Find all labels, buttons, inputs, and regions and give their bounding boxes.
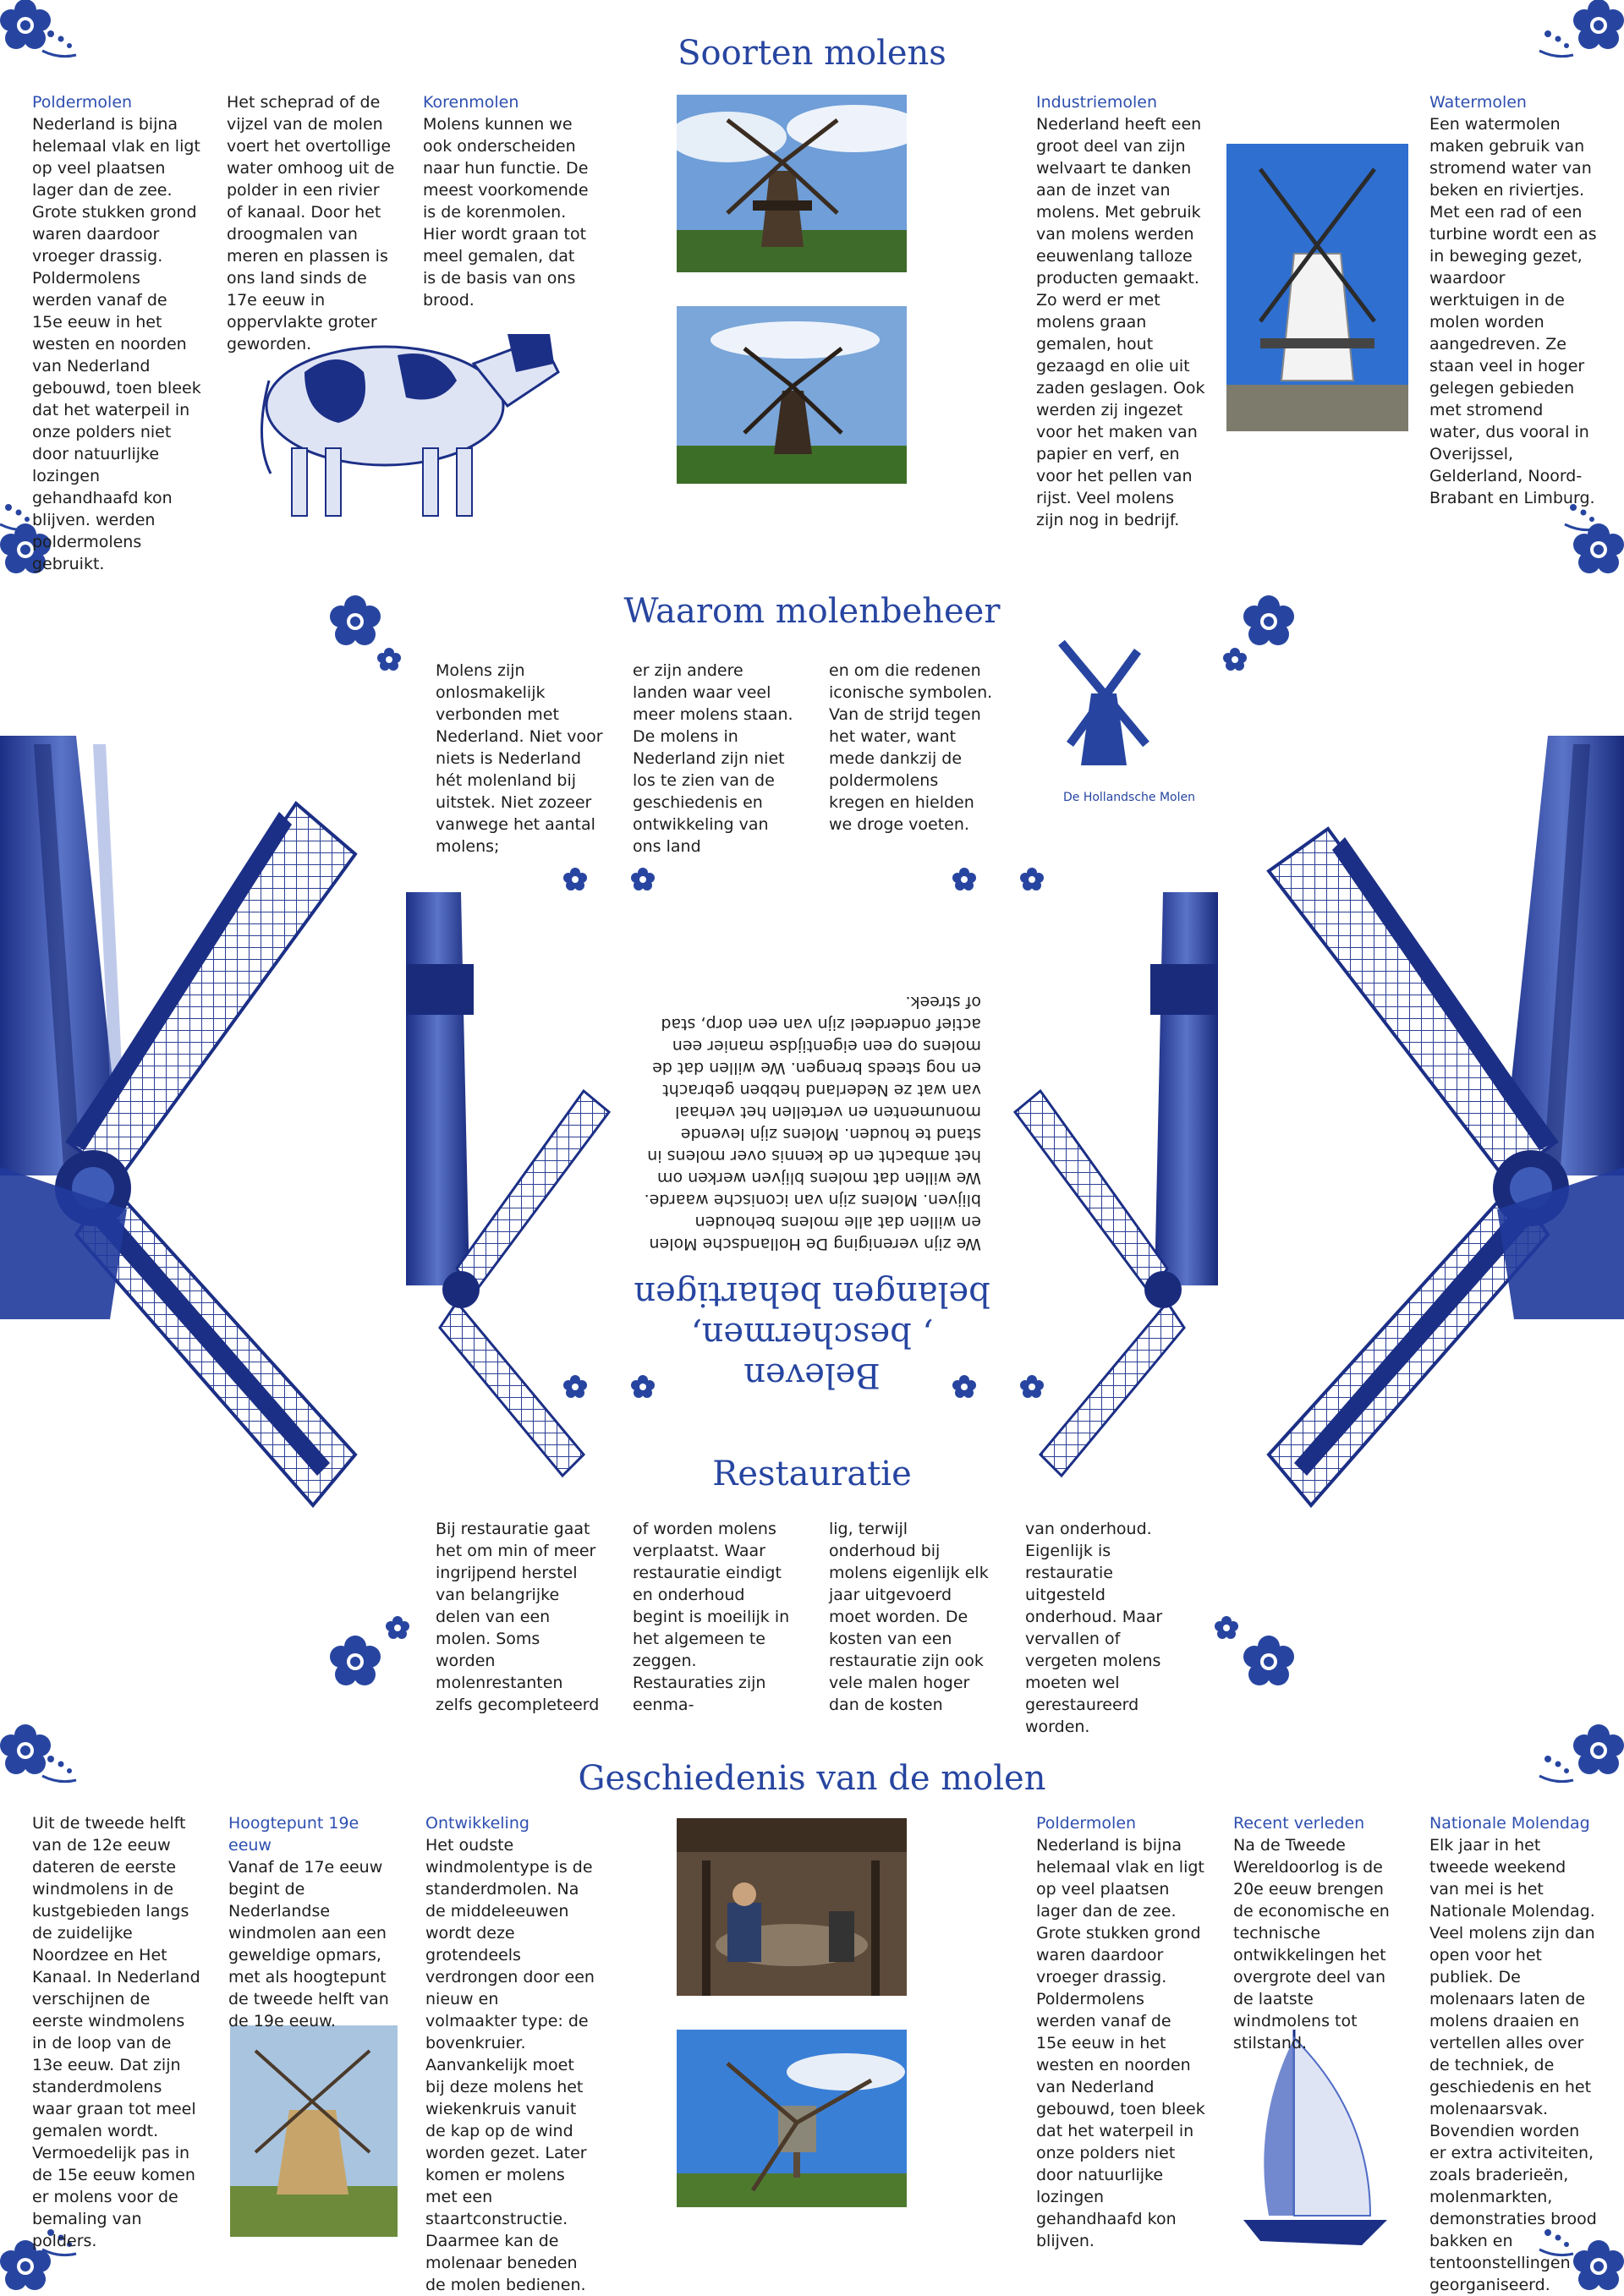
col-text: Molens zijn onlosmakelijk verbonden met Nederland. Niet voor niets is Nederland hét molenland bij uitstek. Niet zozeer vanwege het aantal molens; [436, 661, 603, 856]
beleven-title-line2: , beschermen, [690, 1315, 934, 1354]
col-heading: Poldermolen [1036, 1814, 1137, 1833]
geschiedenis-col-hoogtepunt [228, 1812, 398, 2032]
col-heading: Hoogtepunt 19e eeuw [228, 1814, 359, 1855]
col-text: Molens kunnen we ook onderscheiden naar hun functie. De meest voorkomende is de korenmolen. Hier wordt graan tot meel gemalen, dat is de basis van ons brood. [423, 115, 589, 310]
soorten-col-scheprad [227, 91, 396, 355]
photo-poldermolen-19e [230, 2025, 398, 2237]
col-text: van onderhoud. Eigenlijk is restauratie uitgesteld onderhoud. Maar vervallen of vergeten molens moeten wel gerestaureerd worden. [1025, 1520, 1163, 1736]
section-title-restauratie: Restauratie [712, 1455, 912, 1493]
sailboat-illustration [1243, 2030, 1387, 2245]
col-heading: Nationale Molendag [1429, 1814, 1590, 1833]
col-heading: Poldermolen [32, 93, 133, 112]
photo-watermolen [1226, 144, 1408, 431]
windmill-logo-icon [1062, 643, 1146, 765]
col-heading: Watermolen [1429, 93, 1527, 112]
waarom-col-3 [829, 660, 998, 836]
soorten-col-industriemolen [1036, 91, 1205, 531]
col-text: Uit de tweede helft van de 12e eeuw dateren de eerste windmolens in de kustgebieden langs de zuidelijke Noordzee en Het Kanaal. In Nederland verschijnen de eerste windmolens in de loop van de 13e eeuw. Dat zijn standerdmolens waar graan tot meel gemalen wordt. Vermoedelijk pas in de 15e eeuw komen er molens voor de bemaling van polders. [32, 1814, 200, 2250]
geschiedenis-col-recent [1233, 1812, 1402, 2054]
soorten-col-poldermolen [32, 91, 201, 575]
geschiedenis-col-1 [32, 1812, 201, 2252]
beleven-title-line1: Beleven [743, 1356, 881, 1395]
section-title-waarom: Waarom molenbeheer [623, 592, 1001, 631]
col-text: Na de Tweede Wereldoorlog is de 20e eeuw brengen de economische en technische ontwikkelingen het overgrote deel van de laatste windmolens tot stilstand. [1233, 1836, 1390, 2052]
col-text: Nederland heeft een groot deel van zijn welvaart te danken aan de inzet van molens. Met gebruik van molens werden eeuwenlang talloze producten gemaakt. Zo werd er met molens graan gemalen, hout gezaagd en olie uit zaden geslagen. Ook werden zij ingezet voor het maken van papier en verf, en voor het pellen van rijst. Veel molens zijn nog in bedrijf. [1036, 115, 1205, 529]
restauratie-col-3 [829, 1518, 994, 1716]
col-text: Bij restauratie gaat het om min of meer ingrijpend herstel van belangrijke delen van een molen. Soms worden molenrestanten zelfs gecompleteerd [436, 1520, 600, 1714]
photo-molen-interior [677, 1818, 907, 1996]
col-text: er zijn andere landen waar veel meer molens staan. De molens in Nederland zijn niet los te zien van de geschiedenis en ontwikkeling van ons land [633, 661, 793, 856]
section-title-soorten: Soorten molens [678, 34, 946, 73]
col-text: Nederland is bijna helemaal vlak en ligt op veel plaatsen lager dan de zee. Grote stukken grond waren daardoor vroeger drassig. Poldermolens werden vanaf de 15e eeuw in het westen en noorden van Nederland gebouwd, toen bleek dat het waterpeil in onze polders niet door natuurlijke lozingen gehandhaafd kon blijven. [1036, 1836, 1205, 2250]
col-text: Elk jaar in het tweede weekend van mei is het Nationale Molendag. Veel molens zijn dan open voor het publiek. De molenaars laten de molens draaien en vertellen alles over de techniek, de geschiedenis en het molenaarsvak. Bovendien worden er extra activiteiten, zoals braderieën, molenmarkten, demonstraties brood bakken en tentoonstellingen georganiseerd. [1429, 1836, 1597, 2294]
left-windmill-illustration [0, 736, 355, 1505]
col-text: Vanaf de 17e eeuw begint de Nederlandse windmolen aan een geweldige opmars, met als hoogtepunt de tweede helft van de 19e eeuw. [228, 1858, 389, 2030]
geschiedenis-col-poldermolen [1036, 1812, 1205, 2252]
col-text: of worden molens verplaatst. Waar restauratie eindigt en onderhoud begint is moeilijk in het algemeen te zeggen. Restauraties zijn eenma- [633, 1520, 790, 1714]
soorten-col-watermolen [1429, 91, 1599, 509]
cow-illustration [261, 334, 558, 516]
right-windmill-illustration [1269, 736, 1624, 1505]
section-title-geschiedenis: Geschiedenis van de molen [578, 1759, 1046, 1798]
photo-korenmolen-1 [677, 95, 907, 272]
beleven-text: We zijn vereniging De Hollandsche Molen en willen dat alle molens behouden blijven. Molens zijn van iconische waarde. We willen dat molens blijven werken om het ambacht en de kennis over molens in stand te houden. Molens zijn levende monumenten en vertellen het verhaal van wat ze Nederland hebben gebracht en nog steeds brengen. We willen dat de molens op een eigentijdse manier een actief onderdeel zijn van een dorp, stad of streek. [644, 993, 981, 1253]
restauratie-col-1 [436, 1518, 601, 1716]
col-heading: Ontwikkeling [425, 1814, 529, 1833]
restauratie-col-2 [633, 1518, 798, 1716]
logo-text: De Hollandsche Molen [1062, 791, 1195, 804]
restauratie-col-4 [1025, 1518, 1190, 1738]
col-heading: Industriemolen [1036, 93, 1158, 112]
col-text: Een watermolen maken gebruik van stromend water van beken en riviertjes. Met een rad of een turbine wordt een as in beweging gezet, waardoor werktuigen in de molen worden aangedreven. Ze staan veel in hoger gelegen gebieden met stromend water, dus vooral in Overijssel, Gelderland, Noord-Brabant en Limburg. [1429, 115, 1597, 507]
col-text: Het scheprad of de vijzel van de molen voert het overtollige water omhoog uit de polder in een rivier of kanaal. Door het droogmalen van meren en plassen is ons land sinds de 17e eeuw in oppervlakte groter geworden. [227, 93, 395, 353]
waarom-col-1 [436, 660, 605, 858]
waarom-col-2 [633, 660, 802, 858]
col-heading: Korenmolen [423, 93, 519, 112]
photo-standerdmolen [677, 2030, 907, 2207]
col-text: lig, terwijl onderhoud bij molens eigenlijk elk jaar uitgevoerd moet worden. De kosten van een restauratie zijn ook vele malen hoger dan de kosten [829, 1520, 989, 1714]
beleven-panel [626, 922, 998, 1395]
beleven-title-line3: belangen behartigen [634, 1274, 990, 1313]
geschiedenis-col-molendag [1429, 1812, 1599, 2296]
col-text: Nederland is bijna helemaal vlak en ligt op veel plaatsen lager dan de zee. Grote stukken grond waren daardoor vroeger drassig. Poldermolens werden vanaf de 15e eeuw in het westen en noorden van Nederland gebouwd, toen bleek dat het waterpeil in onze polders niet door natuurlijke lozingen gehandhaafd kon blijven. werden poldermolens gebruikt. [32, 115, 201, 573]
inner-right-windmill-illustration [1015, 892, 1218, 1476]
photo-korenmolen-2 [677, 306, 907, 484]
geschiedenis-col-ontwikkeling [425, 1812, 595, 2296]
soorten-col-korenmolen [423, 91, 592, 311]
col-text: Het oudste windmolentype is de standerdmolen. Na de middeleeuwen wordt deze grotendeels verdrongen door een nieuw en volmaakter type: de bovenkruier. Aanvankelijk moet bij deze molens het wiekenkruis vanuit de kap op de wind worden gezet. Later komen er molens met een staartconstructie. Daarmee kan de molenaar beneden de molen bedienen. [425, 1836, 595, 2294]
col-text: en om die redenen iconische symbolen. Van de strijd tegen het water, want mede dankzij de poldermolens kregen en hielden we droge voeten. [829, 661, 993, 834]
col-heading: Recent verleden [1233, 1814, 1365, 1833]
